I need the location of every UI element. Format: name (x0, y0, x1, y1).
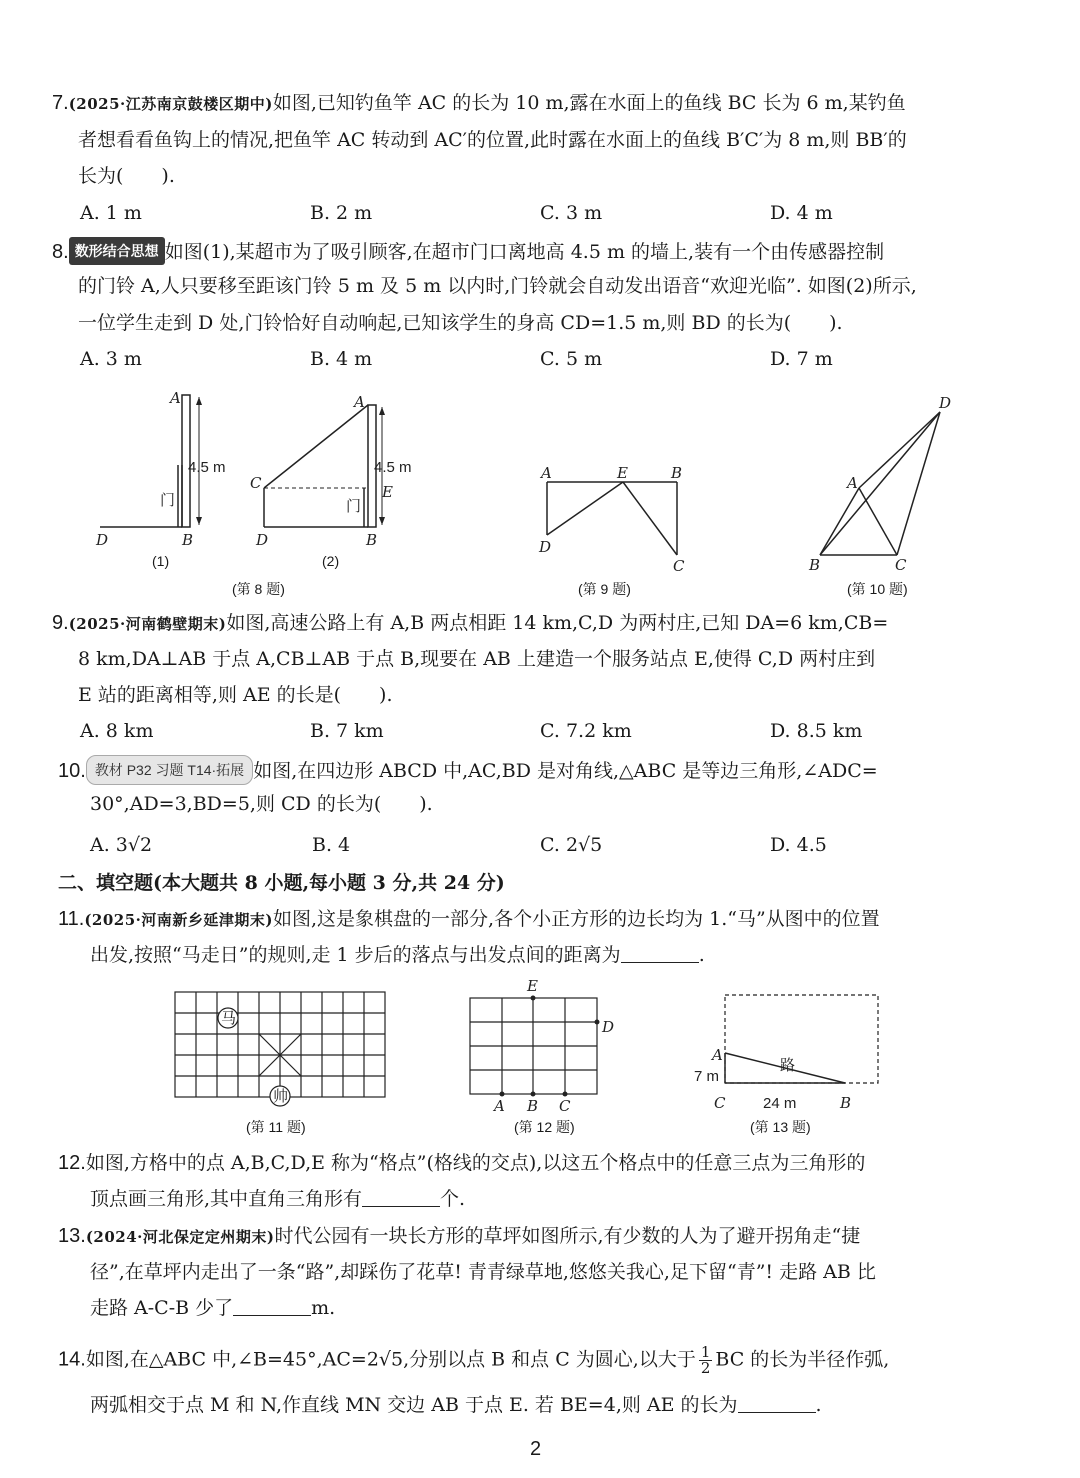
height-label: 4.5 m (374, 459, 412, 476)
q9-source: (2025·河南鹤壁期末) (68, 615, 227, 633)
label-A: A (354, 393, 365, 411)
q10-option-c: C. 2√5 (540, 834, 603, 856)
q9-line1: 9.(2025·河南鹤壁期末)如图,高速公路上有 A,B 两点相距 14 km,C,D 为两村庄,已知 DA=6 km,CB= (52, 612, 889, 634)
label-D: D (939, 394, 952, 412)
label-D: D (539, 538, 552, 556)
q13-line2: 径”,在草坪内走出了一条“路”,却踩伤了花草! 青青绿草地,悠悠关我心,足下留“青”! 走路 AB 比 (90, 1261, 876, 1283)
q11-line2: 出发,按照“马走日”的规则,走 1 步后的落点与出发点间的距离为 . (90, 944, 705, 966)
q10-option-a: A. 3√2 (90, 834, 153, 856)
q10-option-d: D. 4.5 (770, 834, 827, 856)
label-A: A (541, 464, 552, 482)
q9-line3: E 站的距离相等,则 AE 的长是( ). (78, 684, 393, 706)
road-label: 路 (780, 1057, 796, 1074)
label-C: C (559, 1097, 571, 1115)
q8-option-d: D. 7 m (770, 348, 833, 370)
label-E: E (527, 977, 538, 995)
q7-option-b: B. 2 m (310, 202, 373, 224)
q12-caption: (第 12 题) (514, 1119, 575, 1135)
label-D: D (256, 531, 269, 549)
q10-caption: (第 10 题) (847, 581, 908, 597)
q13-caption: (第 13 题) (750, 1119, 811, 1135)
figure-q13-lawn (694, 990, 885, 1115)
q14-line2: 两弧相交于点 M 和 N,作直线 MN 交边 AB 于点 E. 若 BE=4,则 AE 的长为 . (90, 1394, 822, 1416)
label-B: B (671, 464, 683, 482)
figure-q11-chessboard (175, 990, 390, 1105)
q8-option-a: A. 3 m (80, 348, 142, 370)
label-B: B (809, 556, 821, 574)
q13-answer-blank[interactable] (233, 1297, 311, 1316)
q7-line2: 者想看看鱼钩上的情况,把鱼竿 AC 转动到 AC′的位置,此时露在水面上的鱼线 B′C′为 8 m,则 BB′的 (78, 129, 907, 151)
label-A: A (712, 1046, 723, 1064)
marshal-piece: 帅 (273, 1088, 289, 1105)
q11-answer-blank[interactable] (621, 944, 699, 963)
q7-option-a: A. 1 m (80, 202, 142, 224)
q8-line1: 8. 数形结合思想 如图(1),某超市为了吸引顾客,在超市门口离地高 4.5 m 的墙上,装有一个由传感器控制 (52, 237, 884, 265)
label-B: B (840, 1094, 852, 1112)
label-A: A (170, 389, 181, 407)
label-E: E (617, 464, 628, 482)
door-label: 门 (160, 492, 176, 509)
q9-option-c: C. 7.2 km (540, 720, 632, 742)
q7-line1: 7.(2025·江苏南京鼓楼区期中)如图,已知钓鱼竿 AC 的长为 10 m,露在水面上的鱼线 BC 长为 6 m,某钓鱼 (52, 92, 906, 114)
height-label: 4.5 m (188, 459, 226, 476)
fig1-caption: (1) (152, 553, 170, 569)
section2-title: 二、填空题(本大题共 8 小题,每小题 3 分,共 24 分) (58, 872, 505, 894)
fig2-caption: (2) (322, 553, 340, 569)
label-B: B (182, 531, 194, 549)
q14-answer-blank[interactable] (738, 1394, 816, 1413)
q13-line1: 13.(2024·河北保定定州期末)时代公园有一块长方形的草坪如图所示,有少数的人为了避开拐角走“捷 (58, 1225, 861, 1247)
label-D: D (96, 531, 109, 549)
q9-option-b: B. 7 km (310, 720, 384, 742)
label-B: B (366, 531, 378, 549)
figure-q8-1 (90, 385, 250, 560)
q12-line1: 12.如图,方格中的点 A,B,C,D,E 称为“格点”(格线的交点),以这五个格点中的任意三点为三角形的 (58, 1152, 866, 1174)
label-C: C (714, 1094, 726, 1112)
q11-line1: 11.(2025·河南新乡延津期末)如图,这是象棋盘的一部分,各个小正方形的边长均为 1.“马”从图中的位置 (58, 908, 880, 930)
door-label: 门 (346, 498, 362, 515)
q9-option-a: A. 8 km (80, 720, 154, 742)
q8-caption: (第 8 题) (232, 581, 285, 597)
q7-option-d: D. 4 m (770, 202, 833, 224)
label-D: D (602, 1018, 615, 1036)
q8-line3: 一位学生走到 D 处,门铃恰好自动响起,已知该学生的身高 CD=1.5 m,则 BD 的长为( ). (78, 312, 843, 334)
q12-line2: 顶点画三角形,其中直角三角形有 个. (90, 1188, 466, 1210)
label-C: C (250, 474, 262, 492)
length-7m: 7 m (694, 1068, 720, 1085)
q13-source: (2024·河北保定定州期末) (85, 1228, 275, 1246)
length-24m: 24 m (763, 1095, 797, 1112)
label-A: A (847, 474, 858, 492)
label-A: A (494, 1097, 505, 1115)
q9-option-d: D. 8.5 km (770, 720, 863, 742)
q7-source: (2025·江苏南京鼓楼区期中) (68, 95, 273, 113)
q13-line3: 走路 A-C-B 少了 m. (90, 1297, 336, 1319)
q8-option-b: B. 4 m (310, 348, 373, 370)
q10-option-b: B. 4 (312, 834, 351, 856)
q11-caption: (第 11 题) (246, 1119, 306, 1135)
q8-tag: 数形结合思想 (69, 237, 165, 265)
figure-q12-grid (470, 975, 620, 1115)
q8-option-c: C. 5 m (540, 348, 603, 370)
q7-line3: 长为( ). (78, 165, 175, 187)
q11-source: (2025·河南新乡延津期末) (84, 911, 273, 929)
figure-q10 (805, 390, 965, 575)
horse-piece: 马 (221, 1010, 237, 1027)
page-number: 2 (530, 1438, 542, 1460)
q10-tag: 教材 P32 习题 T14·拓展 (86, 755, 253, 785)
q10-line1: 10. 教材 P32 习题 T14·拓展 如图,在四边形 ABCD 中,AC,BD 是对角线,△ABC 是等边三角形,∠ADC= (58, 755, 878, 785)
q9-line2: 8 km,DA⊥AB 于点 A,CB⊥AB 于点 B,现要在 AB 上建造一个服务站点 E,使得 C,D 两村庄到 (78, 648, 876, 670)
label-C: C (895, 556, 907, 574)
label-E: E (382, 483, 393, 501)
q14-line1: 14.如图,在△ABC 中,∠B=45°,AC=2√5,分别以点 B 和点 C 为圆心,以大于 $\frac{1}{2}$ BC 的长为半径作弧, (58, 1343, 890, 1377)
q10-line2: 30°,AD=3,BD=5,则 CD 的长为( ). (90, 793, 433, 815)
label-B: B (527, 1097, 539, 1115)
q7-option-c: C. 3 m (540, 202, 603, 224)
q12-answer-blank[interactable] (362, 1188, 440, 1207)
label-C: C (673, 557, 685, 575)
figure-q8-2 (250, 385, 430, 560)
q8-line2: 的门铃 A,人只要移至距该门铃 5 m 及 5 m 以内时,门铃就会自动发出语音“欢迎光临”. 如图(2)所示, (78, 275, 917, 297)
fraction-half: $\frac{1}{2}$ (700, 1343, 711, 1377)
q9-caption: (第 9 题) (578, 581, 631, 597)
figure-q9 (535, 460, 695, 575)
